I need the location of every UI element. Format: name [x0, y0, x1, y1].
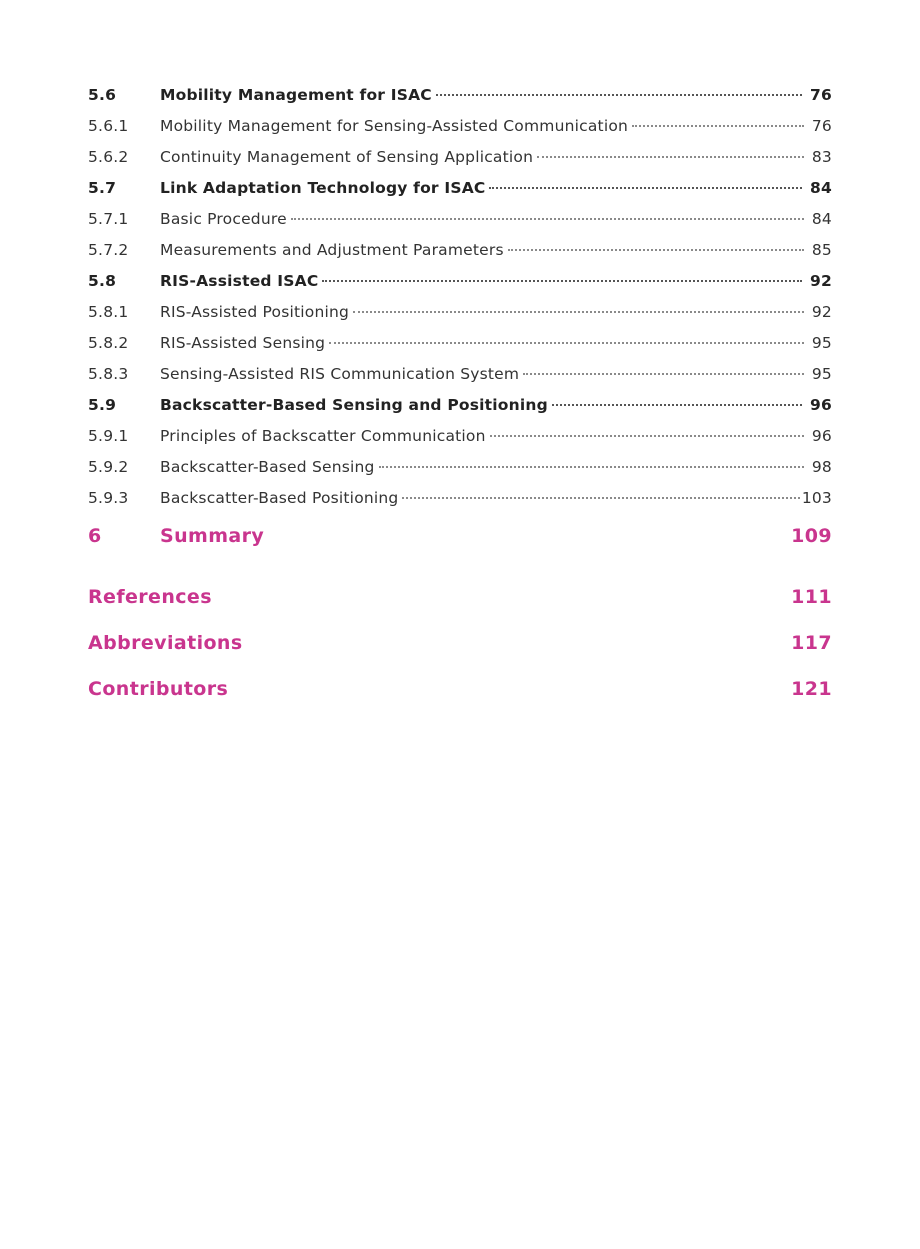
- section-title: Mobility Management for ISAC: [160, 86, 432, 104]
- table-of-contents: [88, 80, 832, 705]
- section-number: 5.7: [88, 179, 117, 197]
- section-number: 5.9: [88, 396, 117, 414]
- dot-leader: [379, 466, 804, 468]
- chapter-page-number: 109: [791, 525, 832, 547]
- section-title: Backscatter-Based Positioning: [160, 489, 399, 507]
- backmatter-page-number: 121: [791, 678, 832, 700]
- chapter-number: 6: [88, 525, 102, 547]
- page-number: 95: [811, 365, 832, 383]
- section-number: 5.6.2: [88, 148, 129, 166]
- section-number: 5.9.2: [88, 458, 129, 476]
- section-number: 5.8.3: [88, 365, 129, 383]
- page-number: 92: [810, 272, 832, 290]
- section-number: 5.7.1: [88, 210, 129, 228]
- section-title: Link Adaptation Technology for ISAC: [160, 179, 486, 197]
- toc-entry-5-7-2[interactable]: [88, 235, 832, 266]
- page-number: 96: [811, 427, 832, 445]
- toc-entry-5-8[interactable]: [88, 266, 832, 297]
- backmatter-title: Abbreviations: [88, 632, 243, 654]
- dot-leader: [329, 342, 804, 344]
- toc-entry-5-6[interactable]: [88, 80, 832, 111]
- backmatter-page-number: 117: [791, 632, 832, 654]
- section-number: 5.6.1: [88, 117, 129, 135]
- page-number: 83: [811, 148, 832, 166]
- section-title: RIS-Assisted ISAC: [160, 272, 319, 290]
- section-title: Mobility Management for Sensing-Assisted Communication: [160, 117, 629, 135]
- dot-leader: [402, 497, 799, 499]
- chapter-heading: [88, 520, 264, 552]
- toc-entry-5-6-1[interactable]: [88, 111, 832, 142]
- section-number: 5.8: [88, 272, 117, 290]
- toc-entry-5-9-3[interactable]: [88, 483, 832, 514]
- dot-leader: [353, 311, 804, 313]
- toc-entry-5-9[interactable]: [88, 390, 832, 421]
- toc-abbreviations[interactable]: [88, 627, 832, 659]
- section-title: RIS-Assisted Positioning: [160, 303, 350, 321]
- dot-leader: [508, 249, 804, 251]
- backmatter-page-number: 111: [791, 586, 832, 608]
- section-number: 5.9.3: [88, 489, 129, 507]
- page-number: 84: [811, 210, 832, 228]
- section-title: Backscatter-Based Sensing: [160, 458, 375, 476]
- section-number: 5.7.2: [88, 241, 129, 259]
- page-number: 76: [810, 86, 832, 104]
- dot-leader: [632, 125, 804, 127]
- dot-leader: [552, 404, 802, 406]
- dot-leader: [291, 218, 804, 220]
- page-number: 84: [810, 179, 832, 197]
- toc-entry-5-9-1[interactable]: [88, 421, 832, 452]
- toc-entry-5-8-3[interactable]: [88, 359, 832, 390]
- toc-references[interactable]: [88, 581, 832, 613]
- page-number: 76: [811, 117, 832, 135]
- section-title: Continuity Management of Sensing Application: [160, 148, 534, 166]
- section-title: Measurements and Adjustment Parameters: [160, 241, 504, 259]
- section-title: Principles of Backscatter Communication: [160, 427, 486, 445]
- section-title: Sensing-Assisted RIS Communication System: [160, 365, 520, 383]
- chapter-title: Summary: [160, 525, 265, 547]
- page-number: 103: [801, 489, 832, 507]
- dot-leader: [523, 373, 804, 375]
- section-number: 5.8.2: [88, 334, 129, 352]
- backmatter-title: References: [88, 586, 212, 608]
- section-number: 5.6: [88, 86, 117, 104]
- toc-entry-5-7[interactable]: [88, 173, 832, 204]
- page-number: 98: [811, 458, 832, 476]
- dot-leader: [489, 187, 802, 189]
- toc-entry-5-9-2[interactable]: [88, 452, 832, 483]
- dot-leader: [537, 156, 804, 158]
- page-number: 95: [811, 334, 832, 352]
- toc-entry-5-7-1[interactable]: [88, 204, 832, 235]
- toc-entry-5-6-2[interactable]: [88, 142, 832, 173]
- dot-leader: [322, 280, 802, 282]
- page-number: 85: [811, 241, 832, 259]
- section-number: 5.8.1: [88, 303, 129, 321]
- toc-chapter-summary[interactable]: [88, 520, 832, 552]
- toc-entry-5-8-1[interactable]: [88, 297, 832, 328]
- backmatter-title: Contributors: [88, 678, 229, 700]
- section-title: Backscatter-Based Sensing and Positioning: [160, 396, 548, 414]
- page-number: 92: [811, 303, 832, 321]
- dot-leader: [436, 94, 802, 96]
- page-number: 96: [810, 396, 832, 414]
- dot-leader: [490, 435, 804, 437]
- toc-entry-5-8-2[interactable]: [88, 328, 832, 359]
- section-number: 5.9.1: [88, 427, 129, 445]
- section-title: Basic Procedure: [160, 210, 287, 228]
- toc-contributors[interactable]: [88, 673, 832, 705]
- section-title: RIS-Assisted Sensing: [160, 334, 326, 352]
